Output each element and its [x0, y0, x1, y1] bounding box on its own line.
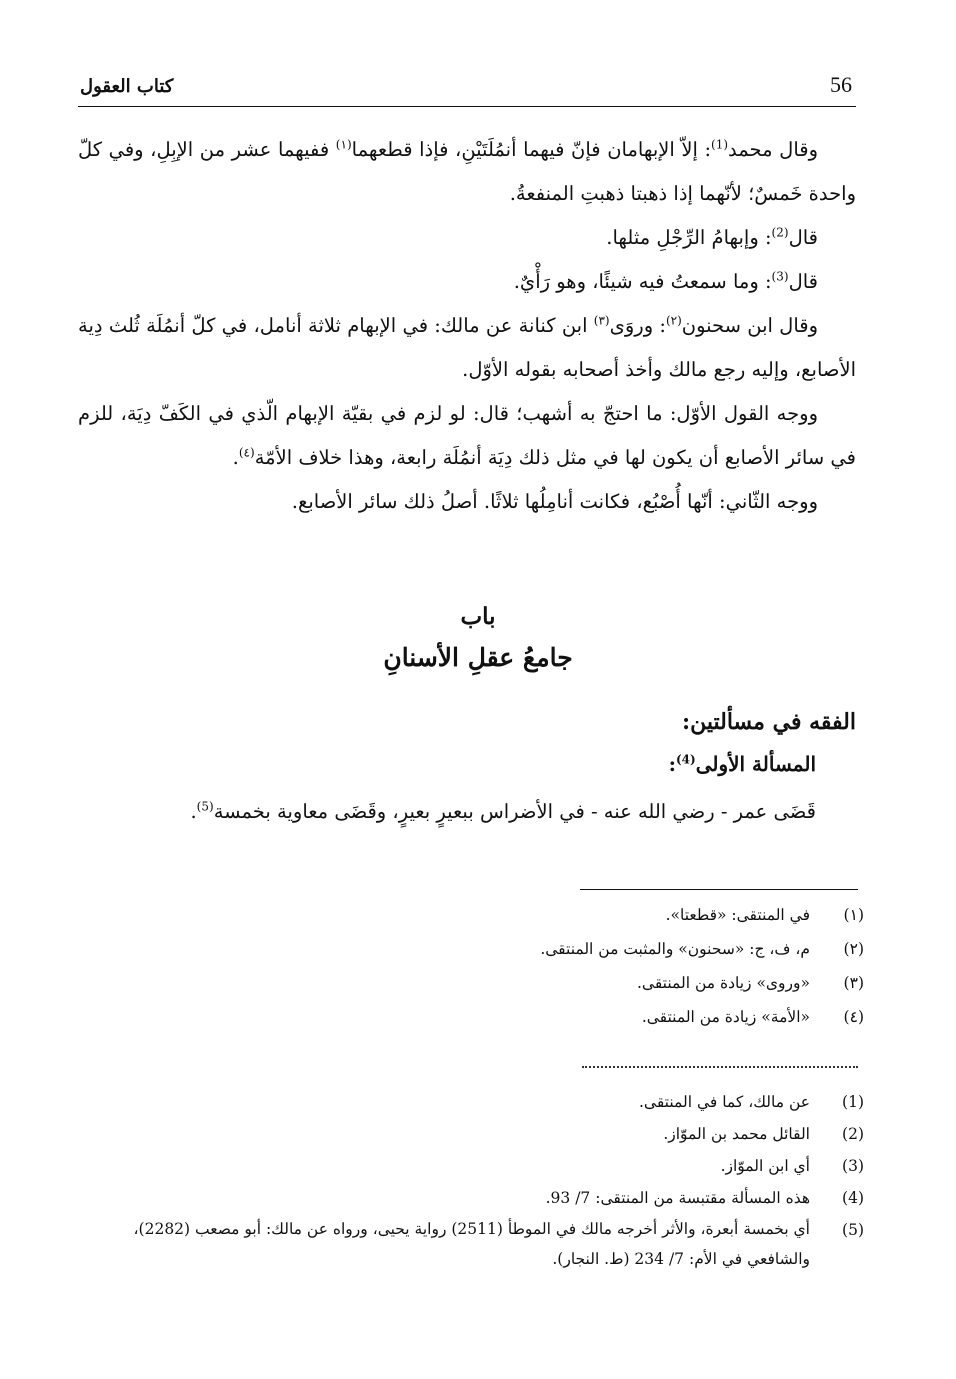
- paragraph-6: ووجه الثّاني: أنّها أُصْبُع، فكانت أنامِلُها ثلاثًا. أصلُ ذلك سائر الأصابع.: [291, 490, 818, 513]
- footnote-ref: (١): [335, 137, 352, 152]
- footnote-ref: (٣): [593, 313, 610, 328]
- footnote-item: (1) عن مالك، كما في المنتقى.: [639, 1093, 864, 1111]
- footnote-dotted-divider: [582, 1066, 858, 1068]
- footnote-ref: (1): [711, 137, 729, 152]
- footnote-ref: (٢): [665, 313, 682, 328]
- footnote-ref: (2): [771, 225, 789, 240]
- running-title: كتاب العقول: [80, 76, 174, 97]
- paragraph-4: وقال ابن سحنون$^{(٢)}$: وروَى$^{(٣)}$ ابن كنانة عن مالك: في الإبهام ثلاثة أنامل، في كلّ أنمُلَة ثُلث دِية الأصابع، وإليه رجع مالك وأخذ أصحابه بقوله الأوّل.: [78, 313, 856, 381]
- footnote-ref: (4): [675, 752, 696, 767]
- chapter-title: جامعُ عقلِ الأسنانِ: [383, 643, 573, 672]
- footnote-item: (١) في المنتقى: «قطعتا».: [665, 906, 864, 924]
- footnote-ref: (٤): [238, 445, 255, 460]
- main-text: [78, 128, 856, 524]
- paragraph-3: قال$^{(3)}$: وما سمعتُ فيه شيئًا، وهو رَأْيٌ.: [513, 269, 818, 293]
- footnote-item: (٤) «الأمة» زيادة من المنتقى.: [641, 1008, 864, 1026]
- commentary-footnotes: [78, 1086, 864, 1274]
- footnote-ref: (5): [196, 799, 214, 814]
- footnote-item: (4) هذه المسألة مقتبسة من المنتقى: 7/ 93.: [545, 1189, 864, 1207]
- footnote-item: (٣) «وروى» زيادة من المنتقى.: [636, 974, 864, 992]
- paragraph-2: قال$^{(2)}$: وإبهامُ الرِّجْلِ مثلها.: [606, 225, 818, 249]
- chapter-kicker: باب: [460, 603, 496, 630]
- section-heading: الفقه في مسألتين:: [681, 709, 856, 735]
- footnote-item: (5) أي بخمسة أبعرة، والأثر أخرجه مالك في الموطأ (2511) رواية يحيى، ورواه عن مالك: أبو مصعب (2282)، والشافعي في الأم: 7/ 234 (ط. النجار).: [133, 1220, 864, 1268]
- editor-footnotes: [78, 898, 864, 1034]
- footnote-item: (3) أي ابن الموّاز.: [720, 1157, 864, 1175]
- footnote-divider: [580, 889, 858, 890]
- page-number: 56: [830, 72, 852, 97]
- issue-heading: المسألة الأولى$^{(4)}$:: [668, 752, 816, 776]
- footnote-item: (٢) م، ف، ج: «سحنون» والمثبت من المنتقى.: [540, 940, 864, 958]
- chapter-heading: [0, 598, 956, 680]
- page-header: [78, 72, 856, 107]
- footnote-item: (2) القائل محمد بن الموّاز.: [663, 1125, 864, 1143]
- paragraph-1: وقال محمد$^{(1)}$: إلاّ الإبهامان فإنّ فيهما أنمُلَتَيْنِ، فإذا قطعهما$^{(١)}$ ففيهما عشر من الإبِلِ، وفي كلّ واحدة خَمسٌ؛ لأنّهما إذا ذهبتا ذهبتِ المنفعةُ.: [78, 137, 856, 205]
- issue-text: قَضَى عمر - رضي الله عنه - في الأضراس ببعيرٍ بعيرٍ، وقَضَى معاوية بخمسة$^{(5)}$.: [190, 799, 816, 823]
- paragraph-5: ووجه القول الأوّل: ما احتجّ به أشهب؛ قال: لو لزم في بقيّة الإبهام الّذي في الكَفّ دِيَة، للزم في سائر الأصابع أن يكون لها في مثل ذلك دِيَة أنمُلَة رابعة، وهذا خلاف الأمّة$^{(٤)}$.: [78, 402, 856, 469]
- fiqh-section: [78, 700, 856, 834]
- footnote-ref: (3): [771, 269, 789, 284]
